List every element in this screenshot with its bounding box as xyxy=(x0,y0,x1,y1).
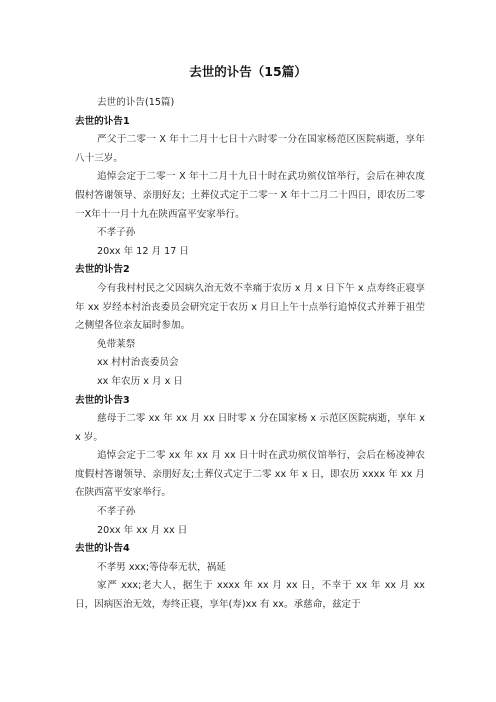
paragraph: 家严 xxx;老大人，据生于 xxxx 年 xx 月 xx 日，不幸于 xx 年 xx 月 xx 日，因病医治无效，寿终正寝，享年(寿)xx 有 xx。承慈命，兹定于 xyxy=(75,580,425,611)
signature-line: 免带莱祭 xyxy=(97,338,136,350)
section-heading-1: 去世的讣告1 xyxy=(75,115,130,127)
paragraph: 追悼会定于二零 xx 年 xx 月 xx 日十时在武功殡仪馆举行，会后在杨凌神农度假村答谢领导、亲朋好友;土葬仪式定于二零 xx 年 x 日，即农历 xxxx 年 xx 月在陕西富平安家举行。 xyxy=(75,450,425,499)
document-title: 去世的讣告（15篇） xyxy=(189,64,307,79)
document-body xyxy=(75,94,425,615)
document-subtitle: 去世的讣告(15篇) xyxy=(97,97,175,108)
paragraph: 追悼会定于二零一 X 年十二月十九日十时在武功殡仪馆举行，会后在神农度假村答谢领导、亲朋好友；土葬仪式定于二零一 X 年十二月二十四日，即农历二零一X年十一月十九在陕西富平安家举行。 xyxy=(75,171,425,220)
signature-line: 不孝子孙 xyxy=(97,227,136,239)
signature-line: xx 村村治丧委员会 xyxy=(97,357,179,369)
section-heading-2: 去世的讣告2 xyxy=(75,264,130,276)
signature-line: 不孝子孙 xyxy=(97,506,136,518)
date-line: 20xx 年 12 月 17 日 xyxy=(97,245,190,257)
paragraph: 不孝男 xxx;等侍奉无状，祸延 xyxy=(97,561,226,573)
paragraph: 慈母于二零 xx 年 xx 月 xx 日时零 x 分在国家杨 x 示范区医院病逝，享年 xx 岁。 xyxy=(75,413,425,443)
paragraph: 严父于二零一 X 年十二月十七日十六时零一分在国家杨范区医院病逝，享年八十三岁。 xyxy=(75,134,425,164)
paragraph: 今有我村村民之父因病久治无效不幸痛于农历 x 月 x 日下午 x 点寿终正寝享年 xx 岁经本村治丧委员会研究定于农历 x 月日上午十点举行追悼仪式并葬于祖茔之侧望各位亲友届时参加。 xyxy=(75,282,425,332)
section-heading-3: 去世的讣告3 xyxy=(75,394,130,406)
section-heading-4: 去世的讣告4 xyxy=(75,543,130,555)
date-line: xx 年农历 x 月 x 日 xyxy=(97,375,183,387)
date-line: 20xx 年 xx 月 xx 日 xyxy=(97,524,188,536)
